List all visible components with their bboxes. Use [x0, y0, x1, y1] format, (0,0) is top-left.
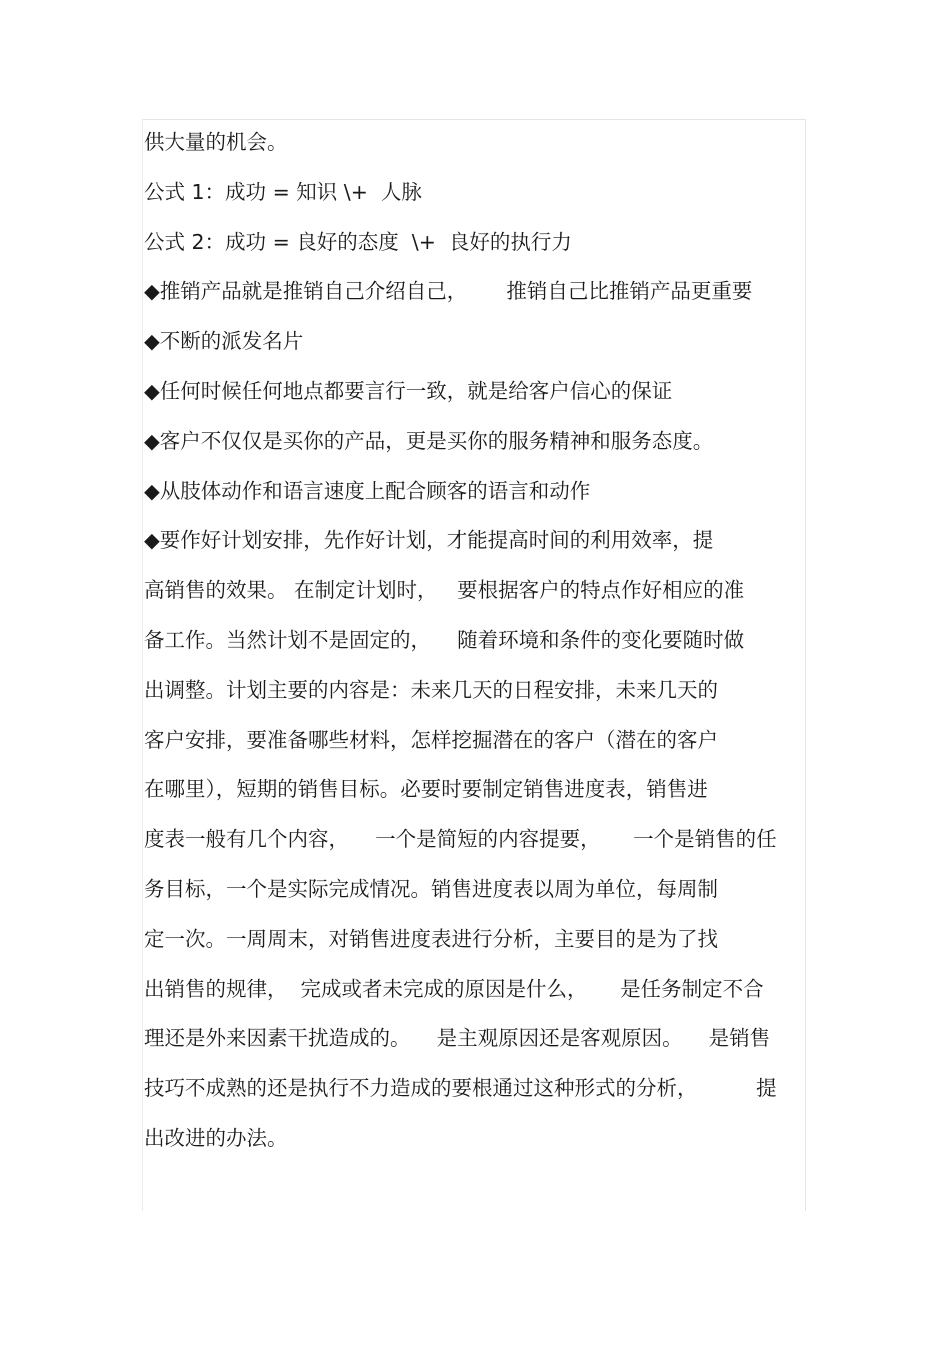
paragraph-line: 在哪里），短期的销售目标。必要时要制定销售进度表，销售进 — [144, 777, 708, 802]
paragraph-line: 出调整。计划主要的内容是：未来几天的日程安排，未来几天的 — [144, 677, 718, 702]
paragraph-line: 出销售的规律， 完成或者未完成的原因是什么， 是任务制定不合 — [144, 976, 764, 1001]
formula-line-1: 公式 1：成功 = 知识 \+ 人脉 — [144, 179, 422, 204]
bullet-item: ◆客户不仅仅是买你的产品，更是买你的服务精神和服务态度。 — [144, 428, 714, 453]
paragraph-line: 定一次。一周周末，对销售进度表进行分析，主要目的是为了找 — [144, 926, 718, 951]
paragraph-line: 度表一般有几个内容， 一个是简短的内容提要， 一个是销售的任 — [144, 827, 777, 852]
bullet-item: ◆推销产品就是推销自己介绍自己， 推销自己比推销产品更重要 — [144, 279, 753, 304]
bullet-item: ◆任何时候任何地点都要言行一致，就是给客户信心的保证 — [144, 378, 673, 403]
bullet-item: ◆不断的派发名片 — [144, 329, 304, 354]
bullet-item: ◆要作好计划安排，先作好计划，才能提高时间的利用效率，提 — [144, 528, 714, 553]
document-body — [144, 118, 810, 1164]
paragraph-line: 出改进的办法。 — [144, 1125, 288, 1150]
paragraph-line: 技巧不成熟的还是执行不力造成的要根通过这种形式的分析， 提 — [144, 1076, 777, 1101]
paragraph-line: 理还是外来因素干扰造成的。 是主观原因还是客观原因。 是销售 — [144, 1026, 771, 1051]
text-line: 供大量的机会。 — [144, 130, 288, 154]
paragraph-line: 客户安排，要准备哪些材料，怎样挖掘潜在的客户（潜在的客户 — [144, 727, 718, 752]
paragraph-line: 备工作。当然计划不是固定的， 随着环境和条件的变化要随时做 — [144, 627, 745, 652]
paragraph-line: 高销售的效果。 在制定计划时， 要根据客户的特点作好相应的准 — [144, 578, 745, 603]
paragraph-line: 务目标，一个是实际完成情况。销售进度表以周为单位，每周制 — [144, 876, 718, 901]
bullet-item: ◆从肢体动作和语言速度上配合顾客的语言和动作 — [144, 478, 591, 503]
formula-line-2: 公式 2：成功 = 良好的态度 \+ 良好的执行力 — [144, 229, 572, 254]
